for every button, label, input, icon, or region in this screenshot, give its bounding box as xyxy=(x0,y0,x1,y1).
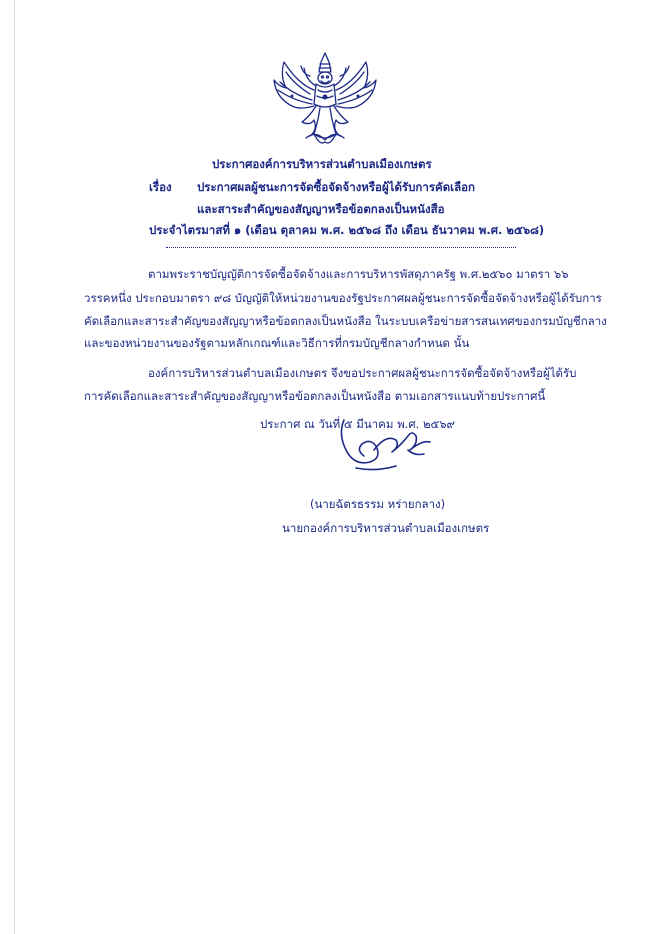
paragraph-1-line-4: และของหน่วยงานของรัฐตามหลักเกณฑ์และวิธีการที่กรมบัญชีกลางกำหนด นั้น xyxy=(84,336,470,350)
announcement-date: ประกาศ ณ วันที่ ๕ มีนาคม พ.ศ. ๒๕๖๙ xyxy=(260,417,455,431)
announcement-title: ประกาศองค์การบริหารส่วนตำบลเมืองเกษตร xyxy=(212,157,432,171)
signatory-position: นายกองค์การบริหารส่วนตำบลเมืองเกษตร xyxy=(282,521,490,535)
subject-line-2: และสาระสำคัญของสัญญาหรือข้อตกลงเป็นหนังสือ xyxy=(197,202,445,216)
quarter-line: ประจำไตรมาสที่ ๑ (เดือน ตุลาคม พ.ศ. ๒๕๖๘ ถึง เดือน ธันวาคม พ.ศ. ๒๕๖๘) xyxy=(149,223,545,237)
dotted-divider xyxy=(166,247,516,248)
paragraph-1-line-1: ตามพระราชบัญญัติการจัดซื้อจัดจ้างและการบริหารพัสดุภาครัฐ พ.ศ.๒๕๖๐ มาตรา ๖๖ xyxy=(148,267,569,281)
signature-image xyxy=(336,410,456,484)
garuda-emblem-icon xyxy=(270,50,380,148)
signatory-name: (นายฉัตรธรรม หร่ายกลาง) xyxy=(310,497,446,511)
paragraph-1-line-2: วรรคหนึ่ง ประกอบมาตรา ๙๘ บัญญัติให้หน่วยงานของรัฐประกาศผลผู้ชนะการจัดซื้อจัดจ้างหรือผู้ได้รับการ xyxy=(84,291,602,305)
subject-label: เรื่อง xyxy=(149,180,172,194)
paragraph-2-line-2: การคัดเลือกและสาระสำคัญของสัญญาหรือข้อตกลงเป็นหนังสือ ตามเอกสารแนบท้ายประกาศนี้ xyxy=(84,389,546,403)
paragraph-2-line-1: องค์การบริหารส่วนตำบลเมืองเกษตร จึงขอประกาศผลผู้ชนะการจัดซื้อจัดจ้างหรือผู้ได้รับ xyxy=(148,366,577,380)
paragraph-1-line-3: คัดเลือกและสาระสำคัญของสัญญาหรือข้อตกลงเป็นหนังสือ ในระบบเครือข่ายสารสนเทศของกรมบัญชีกลาง xyxy=(84,314,607,328)
subject-line-1: ประกาศผลผู้ชนะการจัดซื้อจัดจ้างหรือผู้ได้รับการคัดเลือก xyxy=(197,180,476,194)
